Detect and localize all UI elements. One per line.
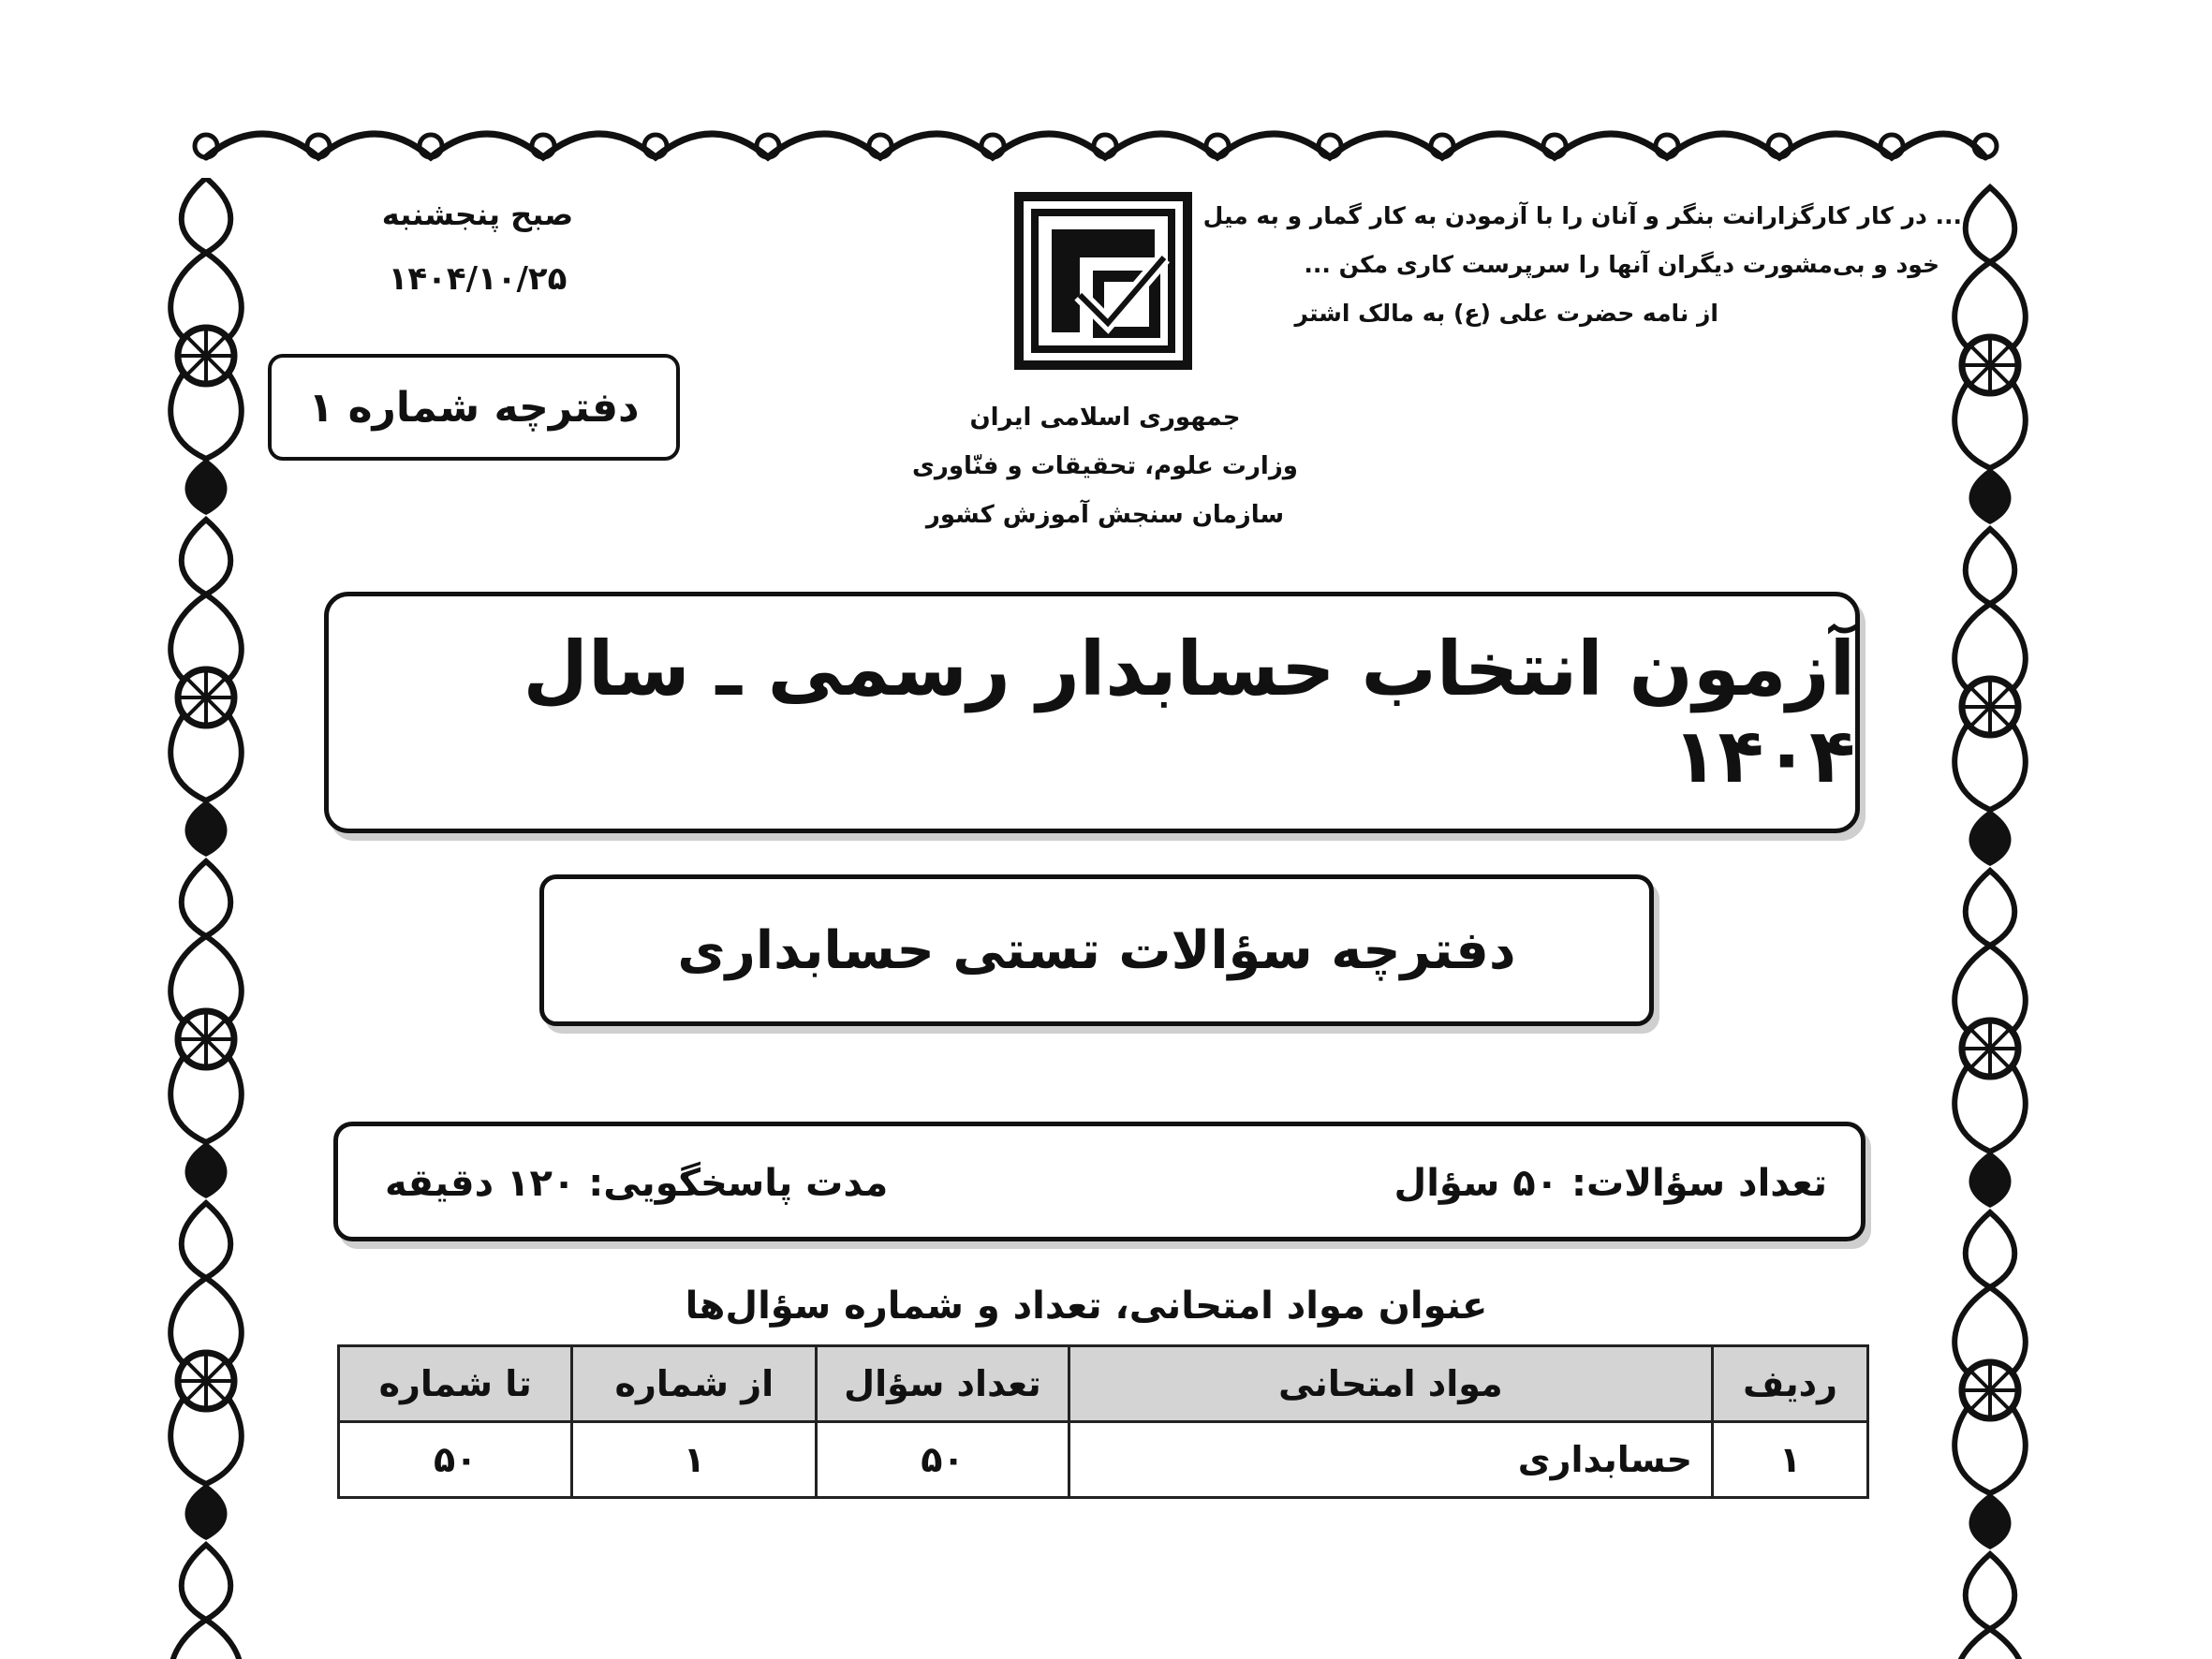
table-header-row xyxy=(339,1346,1868,1422)
ornamental-right-border xyxy=(1948,178,2032,1659)
exam-subjects-table xyxy=(337,1344,1869,1499)
table-caption: عنوان مواد امتحانی، تعداد و شماره سؤال‌ها xyxy=(685,1285,1488,1328)
quote-line: ... در کار کارگزارانت بنگر و آنان را با آزمودن به کار گمار و به میل xyxy=(1202,202,1962,229)
exam-date: ۱۴۰۴/۱۰/۲۵ xyxy=(388,260,568,298)
sub-title: دفترچه سؤالات تستی حسابداری xyxy=(677,919,1516,981)
ornamental-left-border xyxy=(164,178,248,1659)
booklet-number: دفترچه شماره ۱ xyxy=(308,383,640,432)
ornamental-top-border xyxy=(187,110,2004,176)
main-title: آزمون انتخاب حسابدار رسمی ـ سال ۱۴۰۴ xyxy=(523,625,1855,800)
question-count: تعداد سؤالات: ۵۰ سؤال xyxy=(1394,1162,1827,1205)
organization-info xyxy=(899,393,1311,539)
org-line-ministry: وزارت علوم، تحقیقات و فنّاوری xyxy=(912,452,1298,480)
booklet-number-box xyxy=(268,354,680,461)
main-title-box xyxy=(324,592,1860,833)
quote-source: از نامه حضرت علی (ع) به مالک اشتر xyxy=(1294,300,1718,327)
cell-question-count: ۵۰ xyxy=(817,1422,1069,1498)
cell-from-number: ۱ xyxy=(572,1422,817,1498)
table-row xyxy=(339,1422,1868,1498)
cell-row-number: ۱ xyxy=(1713,1422,1868,1498)
quote-line: خود و بی‌مشورت دیگران آنها را سرپرست کاری مکن ... xyxy=(1304,251,1939,278)
header-subject: مواد امتحانی xyxy=(1069,1346,1712,1422)
header-from-number: از شماره xyxy=(572,1346,817,1422)
org-line-agency: سازمان سنجش آموزش کشور xyxy=(925,501,1285,529)
sanjesh-logo-icon xyxy=(1014,192,1192,370)
sub-title-box xyxy=(539,874,1654,1026)
cell-subject: حسابداری xyxy=(1069,1422,1712,1498)
exam-session: صبح پنجشنبه xyxy=(381,197,574,232)
header-quote xyxy=(1202,192,1962,338)
cell-to-number: ۵۰ xyxy=(339,1422,572,1498)
exam-info-box xyxy=(333,1122,1865,1241)
header-to-number: تا شماره xyxy=(339,1346,572,1422)
header-question-count: تعداد سؤال xyxy=(817,1346,1069,1422)
org-line-country: جمهوری اسلامی ایران xyxy=(969,404,1241,432)
header-row-number: ردیف xyxy=(1713,1346,1868,1422)
answer-duration: مدت پاسخگویی: ۱۲۰ دقیقه xyxy=(385,1162,889,1205)
